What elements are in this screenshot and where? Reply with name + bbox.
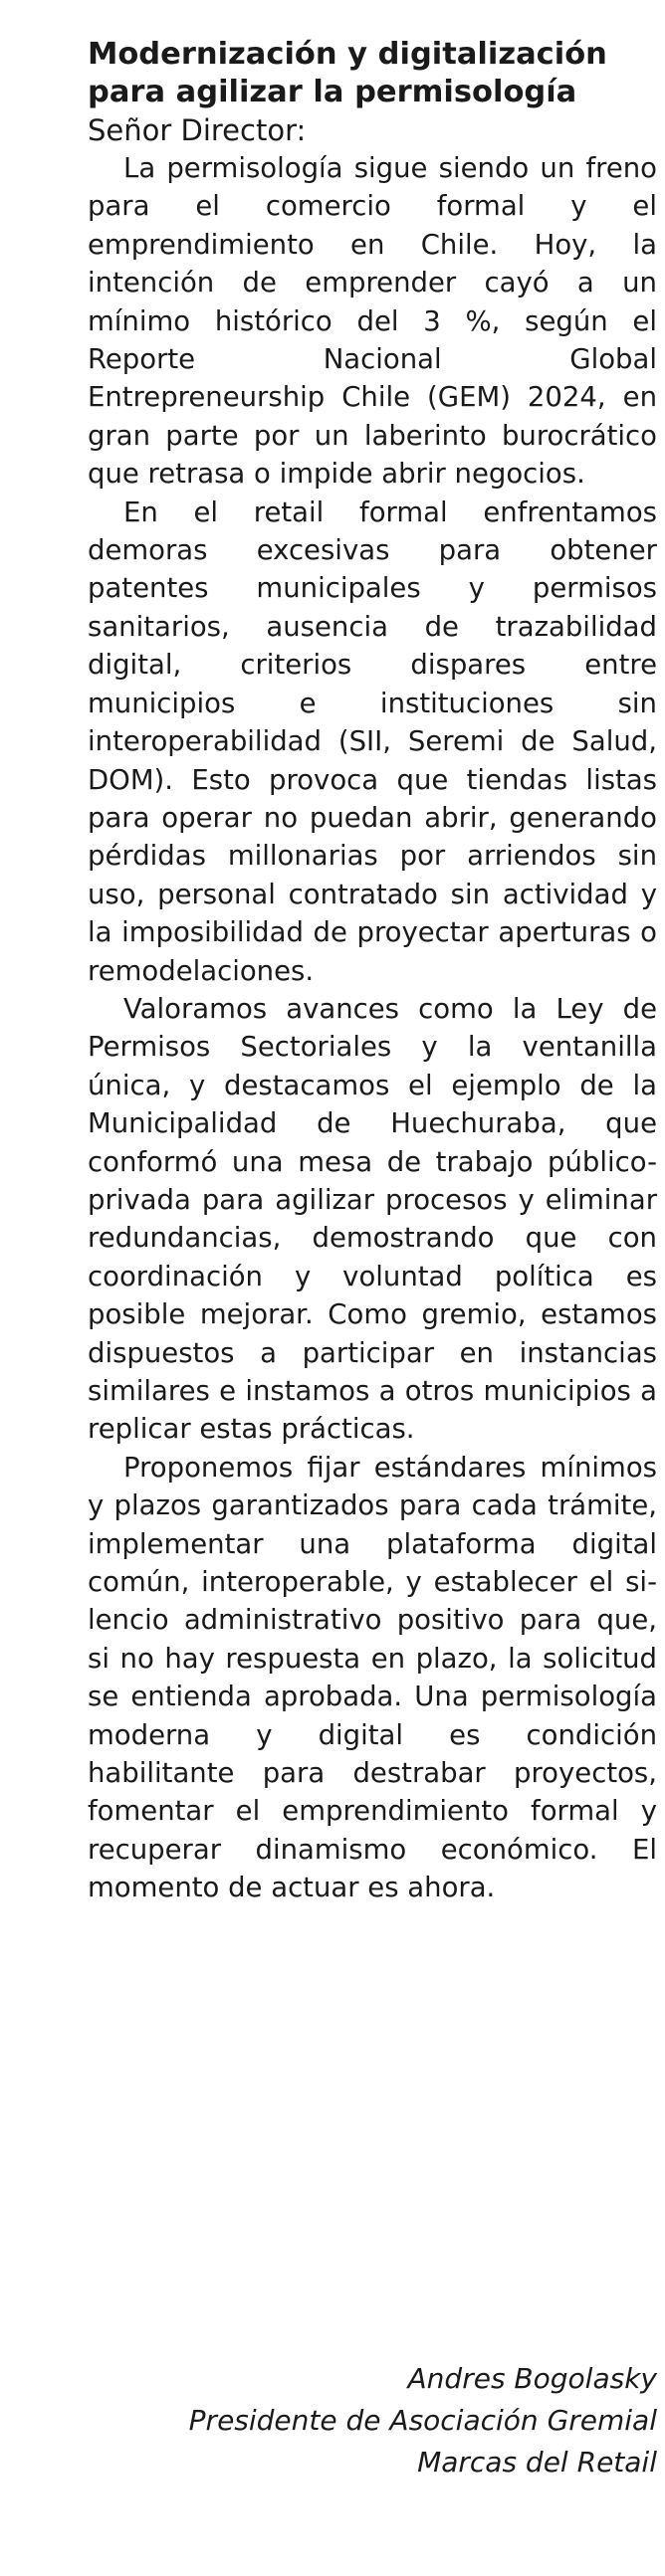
body-paragraph-2: En el retail formal enfrentamos demoras excesivas para obtener patentes municipales y permisos sanitarios, ausencia de trazabilidad digital, criterios dispares entre municipios e instituciones sin interoperabilidad (SII, Seremi de Salud, DOM). Esto provoca que tiendas listas para operar no puedan abrir, generando pérdidas millonarias por arriendos sin uso, personal contratado sin actividad y la imposibilidad de proyectar aperturas o remodelaciones.: [88, 495, 657, 987]
signature-block: [189, 2358, 657, 2483]
headline-line-2: para agilizar la permisología: [88, 75, 577, 109]
body-paragraph-4: Proponemos fijar estándares mínimos y plazos garantizados para cada trámite, implementar una plataforma digital común, interoperable, y establecer el silencio administrativo positivo para que, si no hay respuesta en plazo, la solicitud se entienda aprobada. Una permisología moderna y digital es condición habilitante para destrabar proyectos, fomentar el emprendimiento formal y recuperar dinamismo económico. El momento de actuar es ahora.: [88, 1451, 657, 1904]
headline-line-1: Modernización y digitalización: [88, 37, 607, 72]
body-paragraph-3: Valoramos avances como la Ley de Permisos Sectoriales y la ventanilla única, y destacamos el ejemplo de la Municipalidad de Huechuraba, que conformó una mesa de trabajo público-privada para agilizar procesos y eliminar redundancias, demostrando que con coordinación y voluntad política es posible mejorar. Como gremio, estamos dispuestos a participar en instancias similares e instamos a otros municipios a replicar estas prácticas.: [88, 992, 657, 1446]
headline: [88, 36, 657, 111]
signature-organization: Marcas del Retail: [417, 2446, 657, 2478]
body-paragraph-1: La permisología sigue siendo un freno para el comercio formal y el emprendimiento en Chile. Hoy, la intención de emprender cayó a un mínimo histórico del 3 %, según el Reporte Nacional Global Entrepreneurship Chile (GEM) 2024, en gran parte por un laberinto burocrático que retrasa o impide abrir negocios.: [88, 152, 657, 491]
letter-to-editor: [88, 36, 657, 1907]
signature-title: Presidente de Asociación Gremial: [188, 2404, 657, 2437]
salutation: Señor Director:: [88, 113, 307, 147]
signature-name: Andres Bogolasky: [407, 2362, 657, 2395]
